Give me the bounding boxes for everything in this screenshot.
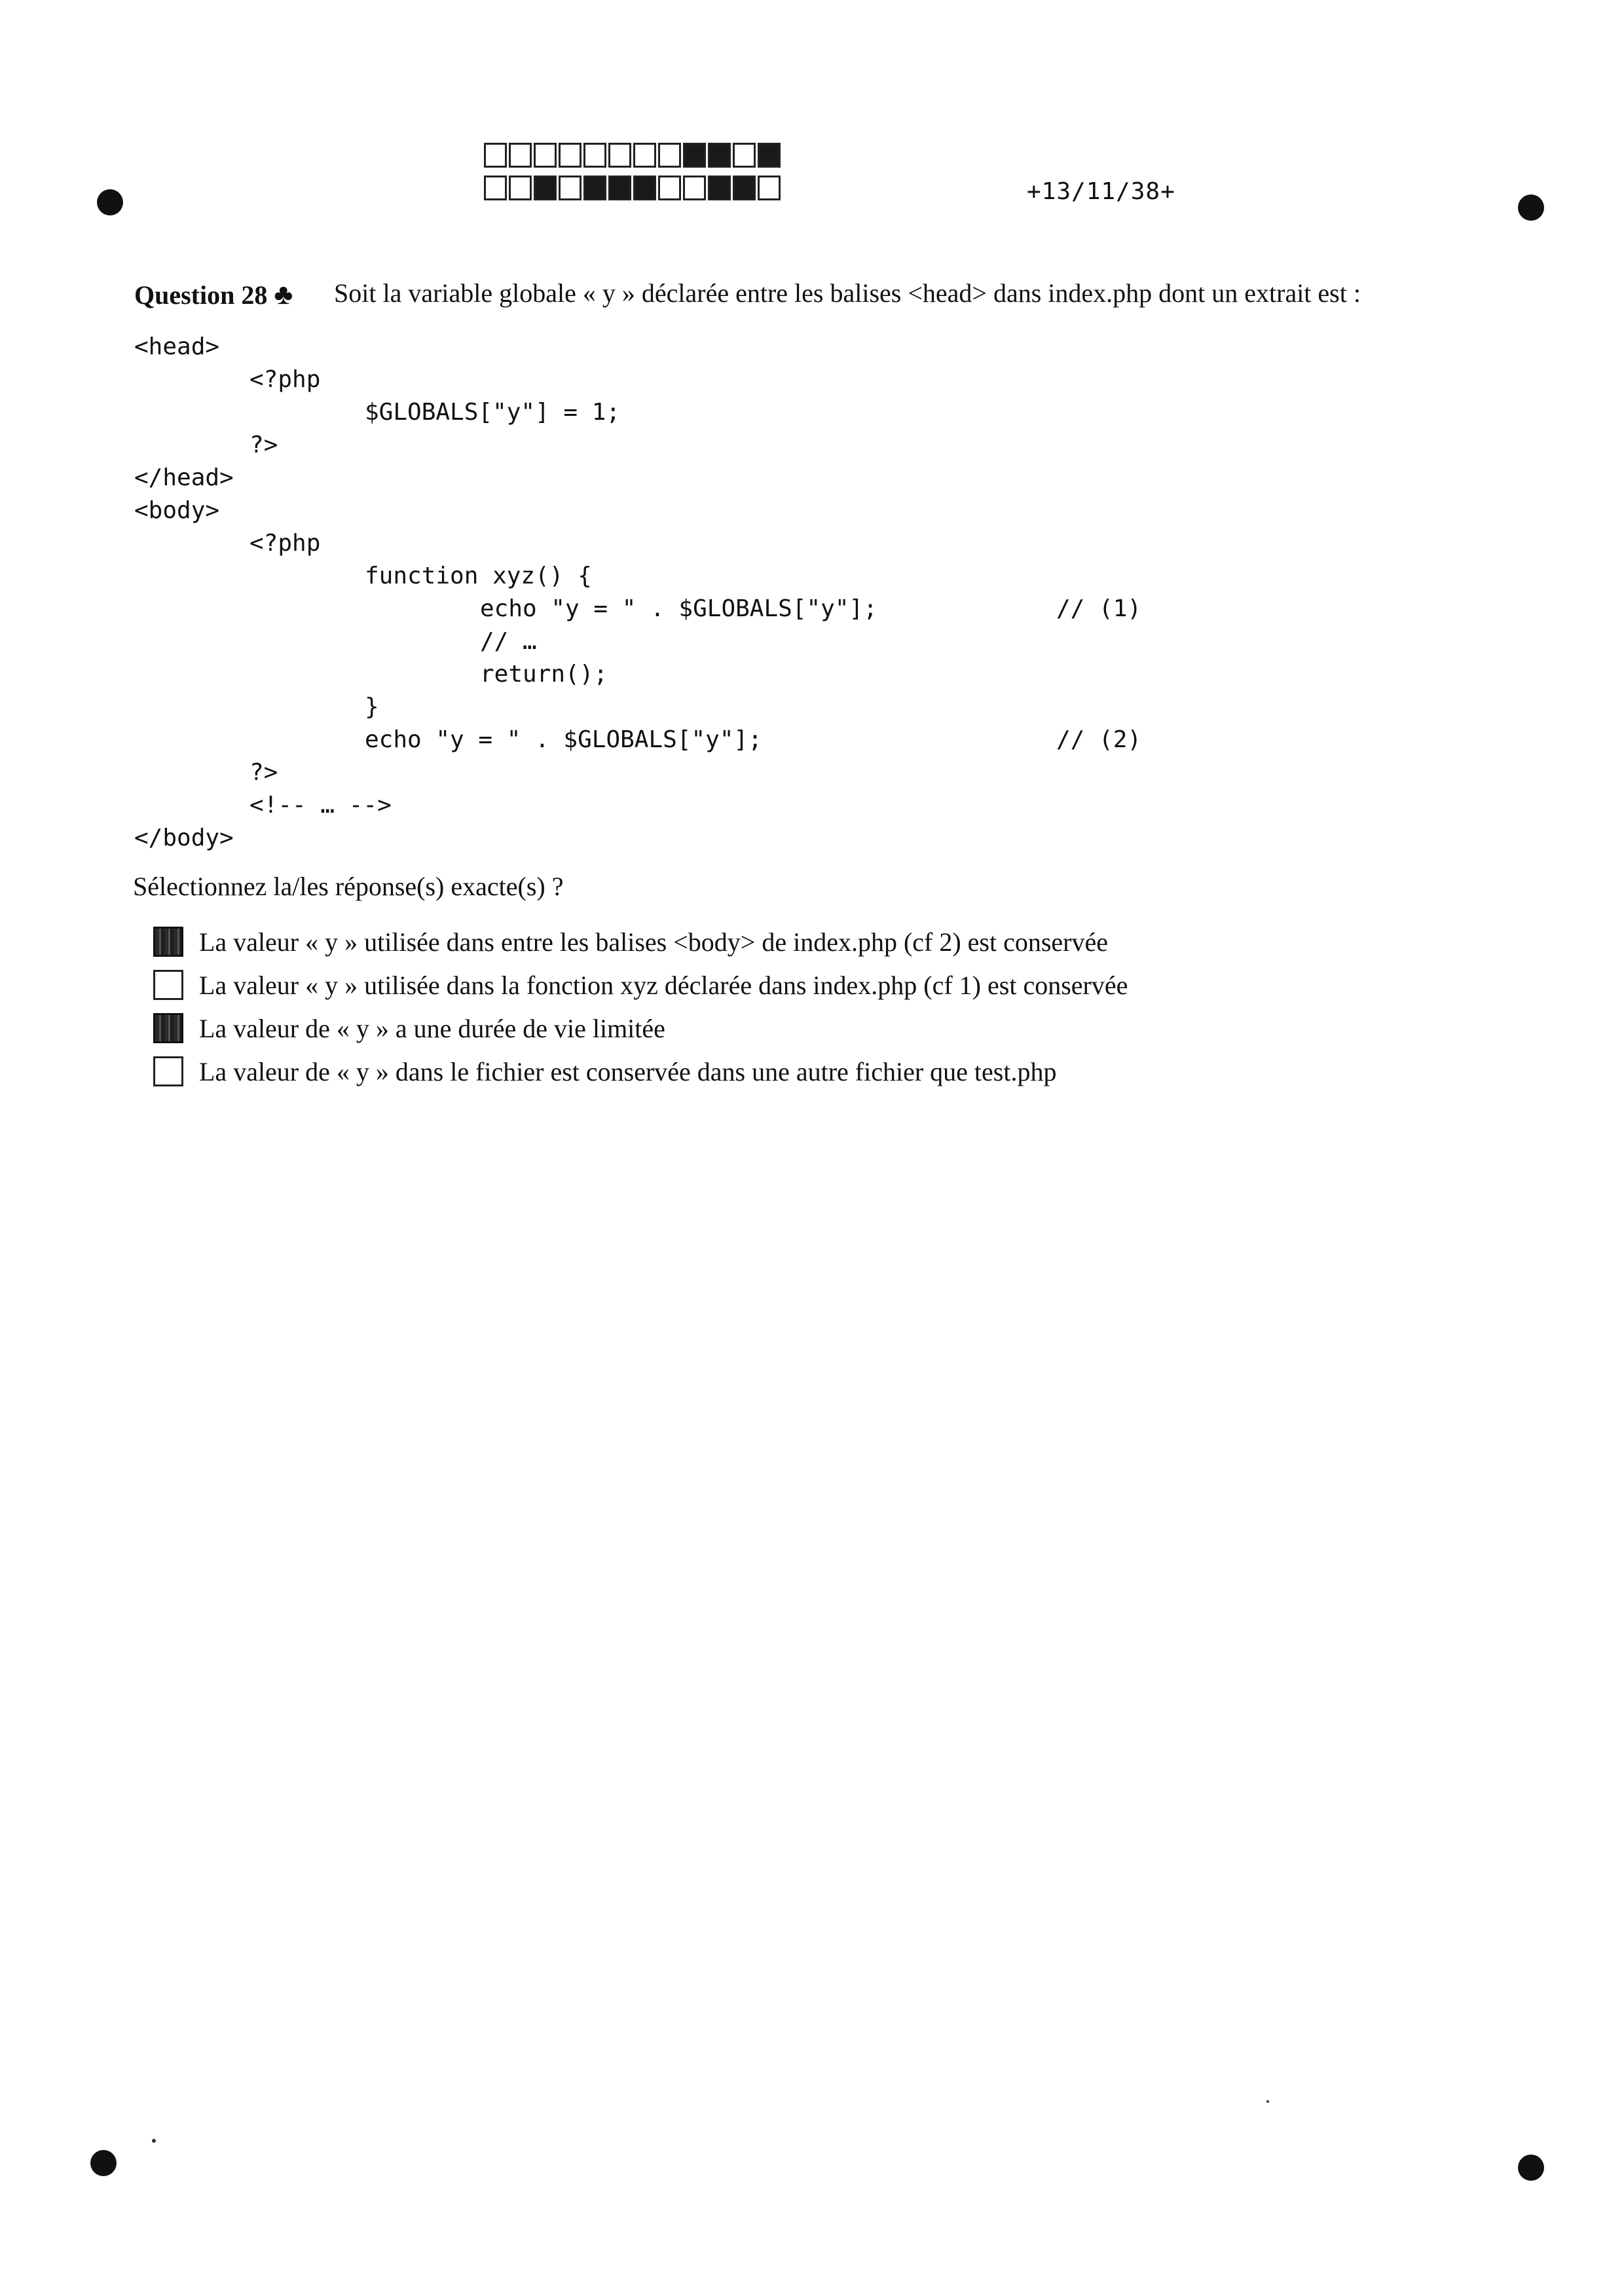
answer-text: La valeur de « y » a une durée de vie limitée: [199, 1013, 665, 1043]
barcode-cell: [733, 176, 756, 200]
code-line: <body>: [134, 497, 220, 524]
barcode-row-2: [484, 176, 783, 200]
code-line: </head>: [134, 464, 234, 491]
barcode-cell: [758, 143, 781, 168]
barcode-cell: [633, 143, 656, 168]
barcode-cell: [683, 176, 706, 200]
code-line: echo "y = " . $GLOBALS["y"]; // (2): [134, 726, 1142, 753]
question-label: Question 28: [134, 280, 268, 310]
registration-mark-bottom-left: [90, 2150, 117, 2176]
code-line: <?php: [134, 530, 321, 557]
barcode-cell: [608, 176, 631, 200]
answer-text: La valeur de « y » dans le fichier est conservée dans une autre fichier que test.php: [199, 1056, 1057, 1086]
barcode-cell: [608, 143, 631, 168]
barcode-cell: [708, 143, 731, 168]
question-header: [134, 278, 293, 311]
answer-list: [153, 920, 1128, 1093]
code-line: echo "y = " . $GLOBALS["y"]; // (1): [134, 595, 1142, 622]
code-line: }: [134, 694, 379, 720]
barcode-cell: [708, 176, 731, 200]
barcode-cell: [658, 143, 681, 168]
question-text: Soit la variable globale « y » déclarée entre les balises <head> dans index.php dont un extrait est :: [334, 278, 1361, 308]
registration-mark-top-left: [97, 189, 123, 215]
barcode-cell: [534, 143, 557, 168]
answer-option: [153, 963, 1128, 1007]
answer-text: La valeur « y » utilisée dans entre les balises <body> de index.php (cf 2) est conservée: [199, 927, 1109, 957]
answer-checkbox[interactable]: [153, 970, 183, 1000]
registration-mark-bottom-right: [1518, 2155, 1544, 2181]
scan-speck: [152, 2139, 156, 2143]
instruction-text: Sélectionnez la/les réponse(s) exacte(s) ?: [133, 872, 564, 901]
code-line: $GLOBALS["y"] = 1;: [134, 399, 621, 426]
answer-checkbox[interactable]: [153, 1013, 183, 1043]
barcode-cell: [758, 176, 781, 200]
code-line: // …: [134, 628, 537, 655]
code-line: <!-- … -->: [134, 792, 392, 819]
barcode-cell: [633, 176, 656, 200]
barcode-row-1: [484, 143, 783, 168]
page-id: +13/11/38+: [1027, 178, 1175, 205]
barcode-cell: [484, 143, 507, 168]
answer-option: [153, 1007, 1128, 1050]
barcode-cell: [509, 176, 532, 200]
code-excerpt: [134, 331, 1141, 855]
barcode-cell: [534, 176, 557, 200]
barcode-cell: [559, 176, 581, 200]
answer-option: [153, 1050, 1128, 1093]
barcode-cell: [484, 176, 507, 200]
code-line: <?php: [134, 366, 321, 393]
club-icon: ♣: [274, 278, 293, 310]
answer-option: [153, 920, 1128, 963]
barcode-cell: [583, 143, 606, 168]
barcode-cell: [583, 176, 606, 200]
scan-speck: [1266, 2100, 1269, 2103]
code-line: function xyz() {: [134, 563, 592, 589]
registration-mark-top-right: [1518, 194, 1544, 221]
barcode-cell: [559, 143, 581, 168]
code-line: <head>: [134, 333, 220, 360]
barcode-cell: [683, 143, 706, 168]
barcode-cell: [733, 143, 756, 168]
answer-checkbox[interactable]: [153, 1056, 183, 1086]
barcode-cell: [509, 143, 532, 168]
code-line: ?>: [134, 759, 278, 786]
code-line: </body>: [134, 824, 234, 851]
code-line: ?>: [134, 432, 278, 458]
answer-text: La valeur « y » utilisée dans la fonction xyz déclarée dans index.php (cf 1) est conservée: [199, 970, 1128, 1000]
barcode-cell: [658, 176, 681, 200]
code-line: return();: [134, 661, 608, 688]
answer-checkbox[interactable]: [153, 927, 183, 957]
